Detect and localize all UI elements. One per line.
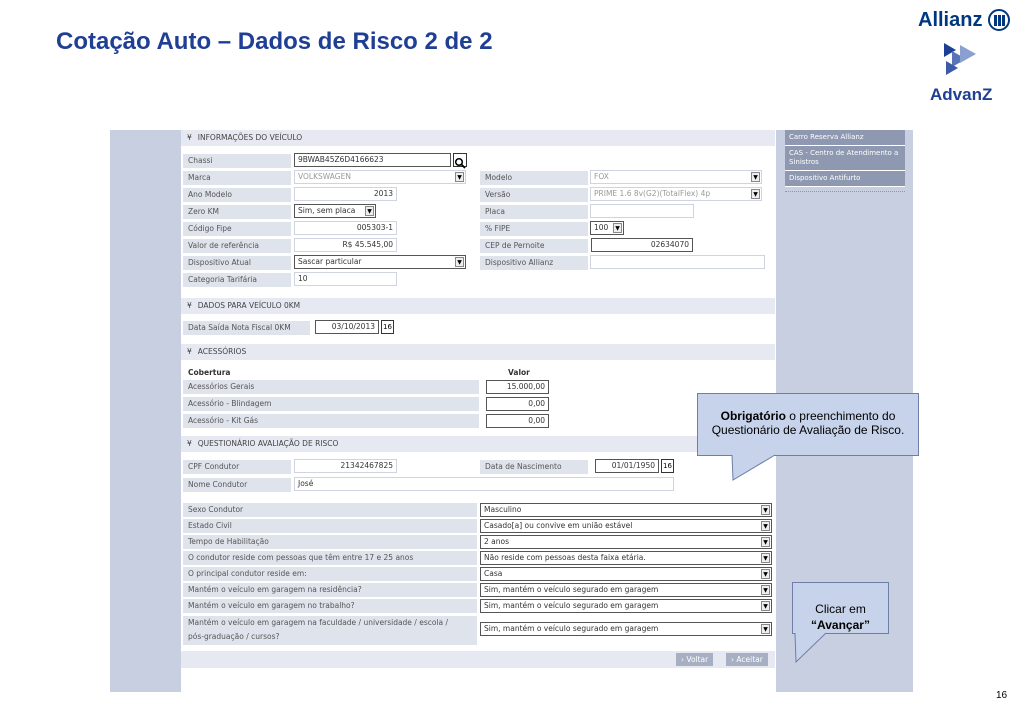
q-row-label: Mantém o veículo em garagem na residência?: [183, 583, 477, 597]
section-title: DADOS PARA VEÍCULO 0KM: [197, 301, 301, 310]
nf-date-input[interactable]: 03/10/2013: [315, 320, 379, 334]
q-row-label: Tempo de Habilitação: [183, 535, 477, 549]
q-row-value: Sim, mantém o veículo segurado em garagem: [484, 601, 659, 610]
chevron-down-icon: ▼: [751, 172, 760, 182]
modelo-value: FOX: [594, 172, 609, 181]
pct-fipe-select[interactable]: [590, 221, 624, 235]
callout-pointer: [730, 454, 780, 482]
acc-row-label: Acessório - Kit Gás: [183, 414, 479, 428]
allianz-emblem-icon: [988, 9, 1010, 31]
pct-fipe-label: % FIPE: [480, 222, 588, 236]
q-row-value: Casa: [484, 569, 503, 578]
sidebar-item-cas[interactable]: CAS - Centro de Atendimento a Sinistros: [785, 146, 905, 171]
fipe-label: Código Fipe: [183, 222, 291, 236]
sidebar-divider: [785, 187, 905, 192]
chevron-down-icon: ▼: [761, 537, 770, 547]
sidebar-item-dispositivo[interactable]: Dispositivo Antifurto: [785, 171, 905, 187]
modelo-select[interactable]: [590, 170, 762, 184]
disp-value: Sascar particular: [298, 257, 362, 266]
advanz-arrows-icon: [942, 41, 982, 77]
placa-label: Placa: [480, 205, 588, 219]
versao-label: Versão: [480, 188, 588, 202]
section-vehicle[interactable]: [181, 130, 775, 146]
q-row-select[interactable]: [480, 519, 772, 533]
q-last-select[interactable]: [480, 622, 772, 636]
cep-input[interactable]: 02634070: [591, 238, 693, 252]
page-number: 16: [996, 690, 1008, 701]
calendar-icon[interactable]: 16: [661, 459, 674, 473]
chevron-down-icon: ▼: [751, 189, 760, 199]
calendar-icon[interactable]: 16: [381, 320, 394, 334]
col-valor: Valor: [503, 366, 563, 380]
slide-title: Cotação Auto – Dados de Risco 2 de 2: [56, 28, 493, 55]
voltar-button[interactable]: › Voltar: [676, 653, 713, 666]
modelo-label: Modelo: [480, 171, 588, 185]
q-last-label-line: pós-graduação / cursos?: [188, 632, 280, 641]
q-row-select[interactable]: [480, 551, 772, 565]
acc-row-value[interactable]: 15.000,00: [486, 380, 549, 394]
chevron-down-icon: ▼: [761, 553, 770, 563]
q-row-label: Mantém o veículo em garagem no trabalho?: [183, 599, 477, 613]
section-zero-km[interactable]: [181, 298, 775, 314]
click-callout: [792, 582, 889, 634]
chevron-down-icon: ▼: [761, 521, 770, 531]
chevron-down-icon: ▼: [455, 257, 464, 267]
pct-fipe-value: 100: [594, 223, 609, 232]
chassi-input[interactable]: 9BWAB45Z6D4166623: [294, 153, 451, 167]
chevron-down-icon: ¥: [187, 347, 192, 356]
q-row-value: 2 anos: [484, 537, 510, 546]
sidebar-item-carro-reserva[interactable]: Carro Reserva Allianz: [785, 130, 905, 146]
q-row-select[interactable]: [480, 583, 772, 597]
nasc-date-input[interactable]: 01/01/1950: [595, 459, 659, 473]
versao-value: PRIME 1.6 8v(G2)(TotalFlex) 4p: [594, 189, 711, 198]
logo-product: AdvanZ: [930, 85, 993, 104]
q-row-label: O condutor reside com pessoas que têm entre 17 e 25 anos: [183, 551, 477, 565]
callout-bold-text: “Avançar”: [811, 618, 870, 632]
q-row-value: Não reside com pessoas desta faixa etária.: [484, 553, 646, 562]
nome-label: Nome Condutor: [183, 478, 291, 492]
cat-label: Categoria Tarifária: [183, 273, 291, 287]
marca-value: VOLKSWAGEN: [298, 172, 351, 181]
q-row-value: Sim, mantém o veículo segurado em garagem: [484, 585, 659, 594]
q-row-value: Masculino: [484, 505, 522, 514]
q-row-select[interactable]: [480, 599, 772, 613]
section-title: ACESSÓRIOS: [197, 347, 247, 356]
chevron-down-icon: ▼: [455, 172, 464, 182]
q-row-label: O principal condutor reside em:: [183, 567, 477, 581]
fipe-input[interactable]: 005303-1: [294, 221, 397, 235]
q-last-value: Sim, mantém o veículo segurado em garagem: [484, 624, 659, 633]
zero-km-label: Zero KM: [183, 205, 291, 219]
chevron-down-icon: ¥: [187, 439, 192, 448]
versao-select[interactable]: [590, 187, 762, 201]
aceitar-label: Aceitar: [736, 655, 763, 664]
marca-label: Marca: [183, 171, 291, 185]
q-last-label: [183, 616, 477, 645]
acc-row-value[interactable]: 0,00: [486, 397, 549, 411]
allianz-advanz-logo: [912, 5, 1020, 105]
section-title: INFORMAÇÕES DO VEÍCULO: [197, 133, 303, 142]
chevron-down-icon: ▼: [613, 223, 622, 233]
col-cobertura: Cobertura: [183, 366, 383, 380]
chevron-down-icon: ▼: [761, 624, 770, 634]
action-bar: [181, 651, 775, 668]
section-accessories[interactable]: [181, 344, 775, 360]
cpf-label: CPF Condutor: [183, 460, 291, 474]
zero-km-value: Sim, sem placa: [298, 206, 356, 215]
nf-label: Data Saída Nota Fiscal 0KM: [183, 321, 310, 335]
ano-input[interactable]: 2013: [294, 187, 397, 201]
acc-row-value[interactable]: 0,00: [486, 414, 549, 428]
acc-row-label: Acessórios Gerais: [183, 380, 479, 394]
chevron-down-icon: ▼: [761, 601, 770, 611]
nome-input[interactable]: José: [294, 477, 674, 491]
callout-text: Clicar em: [815, 602, 866, 616]
chevron-down-icon: ▼: [761, 569, 770, 579]
ano-label: Ano Modelo: [183, 188, 291, 202]
acc-row-label: Acessório - Blindagem: [183, 397, 479, 411]
right-sidebar: [785, 130, 905, 192]
disp-allianz-label: Dispositivo Allianz: [480, 256, 588, 270]
q-row-value: Casado[a] ou convive em união estável: [484, 521, 633, 530]
callout-pointer: [790, 632, 830, 664]
q-row-label: Estado Civil: [183, 519, 477, 533]
cep-label: CEP de Pernoite: [480, 239, 588, 253]
q-row-select[interactable]: [480, 535, 772, 549]
nasc-label: Data de Nascimento: [480, 460, 588, 474]
quote-form: [181, 130, 776, 692]
valor-input[interactable]: R$ 45.545,00: [294, 238, 397, 252]
cpf-input[interactable]: 21342467825: [294, 459, 397, 473]
voltar-label: Voltar: [686, 655, 709, 664]
chevron-down-icon: ¥: [187, 133, 192, 142]
q-row-select[interactable]: [480, 567, 772, 581]
chevron-down-icon: ▼: [761, 585, 770, 595]
aceitar-button[interactable]: › Aceitar: [726, 653, 768, 666]
q-row-label: Sexo Condutor: [183, 503, 477, 517]
callout-text: o preenchimento do Questionário de Avaliação de Risco.: [711, 409, 905, 437]
disp-select[interactable]: [294, 255, 466, 269]
chevron-down-icon: ▼: [365, 206, 374, 216]
chevron-down-icon: ▼: [761, 505, 770, 515]
zero-km-select[interactable]: [294, 204, 376, 218]
valor-label: Valor de referência: [183, 239, 291, 253]
logo-brand: Allianz: [918, 9, 983, 31]
chassi-label: Chassi: [183, 154, 291, 168]
chevron-down-icon: ¥: [187, 301, 192, 310]
disp-allianz-input[interactable]: [590, 255, 765, 269]
cat-input[interactable]: 10: [294, 272, 397, 286]
callout-bold-text: Obrigatório: [720, 409, 786, 423]
disp-label: Dispositivo Atual: [183, 256, 291, 270]
q-last-label-line: Mantém o veículo em garagem na faculdade / universidade / escola /: [188, 618, 449, 627]
mandatory-callout: [697, 393, 919, 456]
search-icon[interactable]: [453, 153, 467, 167]
marca-select[interactable]: [294, 170, 466, 184]
section-title: QUESTIONÁRIO AVALIAÇÃO DE RISCO: [197, 439, 339, 448]
placa-input[interactable]: [590, 204, 694, 218]
q-row-select[interactable]: [480, 503, 772, 517]
section-questionnaire[interactable]: [181, 436, 775, 452]
